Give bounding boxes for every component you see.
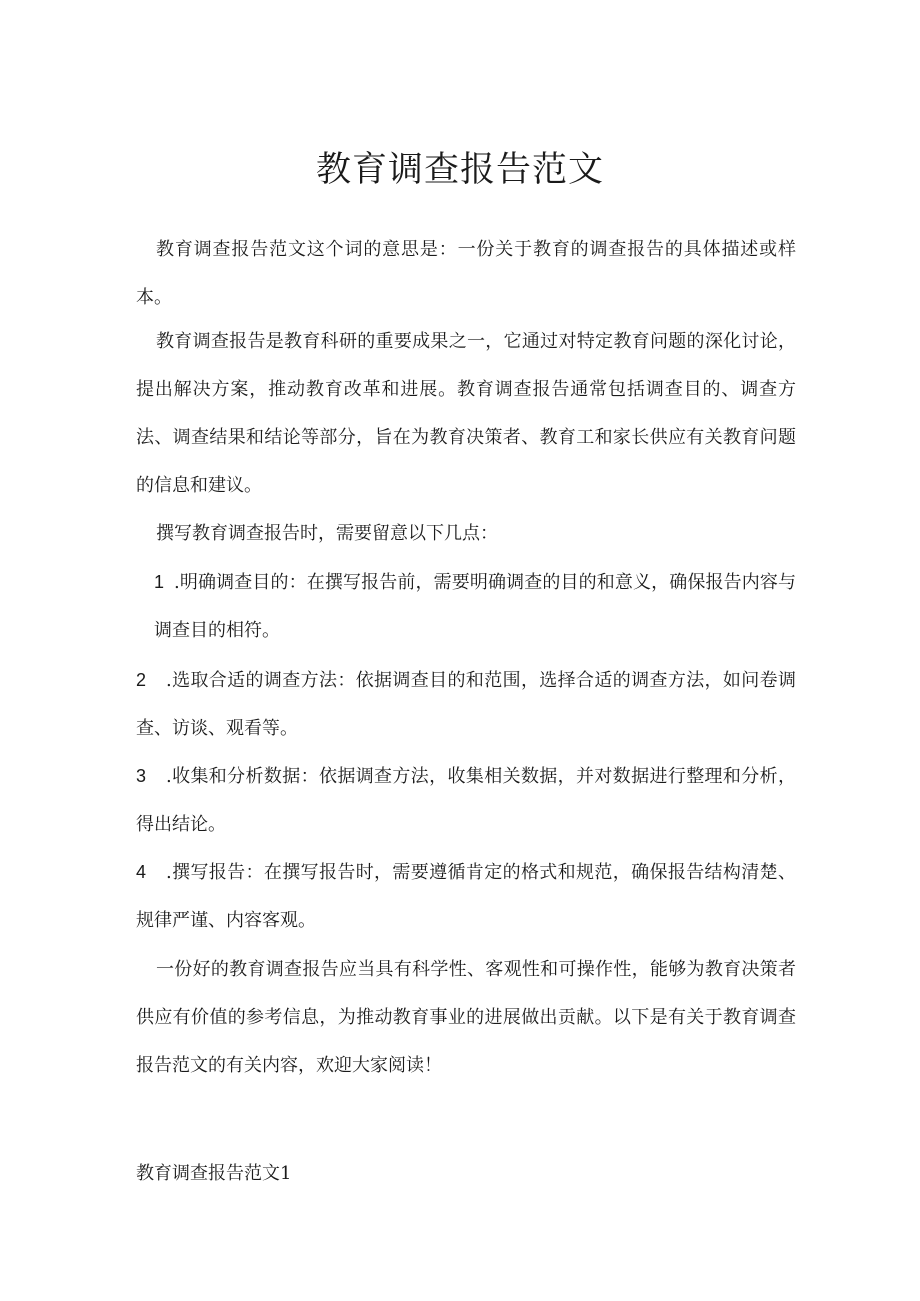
- list-item: [136, 656, 796, 753]
- list-item-number: 3: [136, 766, 147, 786]
- list-item-text: .选取合适的调查方法：依据调查目的和范围，选择合适的调查方法，如问卷调查、访谈、观看等。: [136, 670, 796, 739]
- list-item-text: .撰写报告：在撰写报告时，需要遵循肯定的格式和规范，确保报告结构清楚、规律严谨、内容客观。: [136, 862, 796, 931]
- list-item-text: .明确调查目的：在撰写报告前，需要明确调查的目的和意义，确保报告内容与调查目的相符。: [154, 572, 796, 641]
- closing-paragraph: 一份好的教育调查报告应当具有科学性、客观性和可操作性，能够为教育决策者供应有价值的参考信息，为推动教育事业的进展做出贡献。以下是有关于教育调查报告范文的有关内容，欢迎大家阅读！: [136, 959, 796, 1076]
- body-paragraph: 教育调查报告是教育科研的重要成果之一，它通过对特定教育问题的深化讨论，提出解决方案，推动教育改革和进展。教育调查报告通常包括调查目的、调查方法、调查结果和结论等部分，旨在为教育决策者、教育工和家长供应有关教育问题的信息和建议。: [136, 331, 796, 496]
- list-item-number: 4: [136, 862, 147, 882]
- list-item-number: 1: [154, 572, 165, 592]
- intro-paragraph: 教育调查报告范文这个词的意思是：一份关于教育的调查报告的具体描述或样本。: [136, 239, 796, 308]
- list-item: [154, 558, 796, 655]
- page-title: 教育调查报告范文: [315, 150, 604, 190]
- list-item: [136, 752, 796, 849]
- section-subheading: 教育调查报告范文1: [136, 1163, 292, 1184]
- list-item: [136, 848, 796, 945]
- list-item-text: .收集和分析数据：依据调查方法，收集相关数据，并对数据进行整理和分析，得出结论。: [136, 766, 796, 835]
- notes-intro-paragraph: 撰写教育调查报告时，需要留意以下几点：: [156, 523, 498, 544]
- list-item-number: 2: [136, 670, 147, 690]
